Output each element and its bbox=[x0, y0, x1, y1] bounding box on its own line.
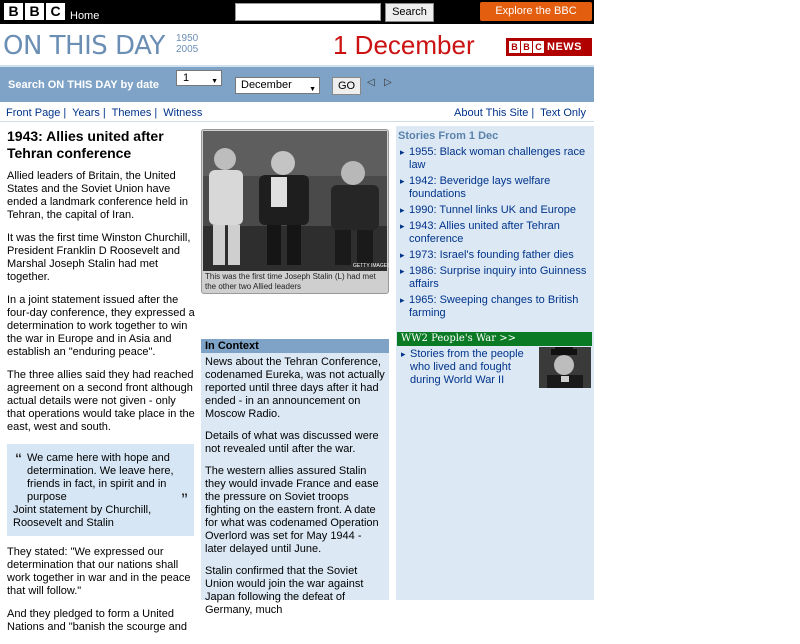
bbc-news-logo-letter: C bbox=[533, 41, 544, 53]
story-link[interactable]: ▸ 1965: Sweeping changes to British farming bbox=[396, 294, 594, 320]
explore-the-bbc-button[interactable]: Explore the BBC bbox=[480, 2, 592, 21]
article-headline: 1943: Allies united after Tehran conference bbox=[7, 128, 164, 161]
close-quote-icon: ” bbox=[181, 490, 188, 506]
article-paragraph: They stated: "We expressed our determination that our nations shall work together in war and in the peace that will follow." bbox=[7, 546, 191, 597]
in-context-body bbox=[201, 353, 389, 617]
story-link[interactable]: ▸ 1990: Tunnel links UK and Europe bbox=[396, 204, 594, 217]
bbc-logo-letter: B bbox=[25, 3, 44, 20]
photo-caption: This was the first time Joseph Stalin (L) had met the other two Allied leaders bbox=[205, 272, 376, 291]
nav-right: About This Site | Text Only bbox=[454, 107, 586, 119]
in-context-box bbox=[201, 339, 389, 616]
years-start: 1950 bbox=[176, 33, 199, 44]
churchill-thumbnail[interactable] bbox=[539, 347, 591, 388]
nav-about-this-site[interactable]: About This Site bbox=[454, 107, 529, 119]
on-this-day-years bbox=[176, 33, 198, 55]
article-paragraph: And they pledged to form a United Nations and "banish the scourge and bbox=[7, 608, 188, 633]
bbc-news-logo-word: NEWS bbox=[547, 41, 582, 53]
nav-row bbox=[0, 102, 594, 122]
article-paragraph: The three allies said they had reached agreement on a second front although actual details were not given - only that operations would take place in the east, west and south. bbox=[7, 369, 195, 433]
page-date-title: 1 December bbox=[333, 30, 475, 60]
ww2-link[interactable]: ▸ Stories from the people who lived and fought during World War II bbox=[401, 348, 537, 387]
ww2-promo bbox=[397, 332, 592, 388]
bbc-news-logo-letter: B bbox=[509, 41, 520, 53]
pull-quote-text: We came here with hope and determination. We leave here, friends in fact, in spirit and in purpose bbox=[27, 452, 174, 503]
ww2-heading-link[interactable]: WW2 People's War >> bbox=[397, 332, 592, 346]
bbc-logo[interactable] bbox=[4, 3, 65, 20]
go-button[interactable]: GO bbox=[332, 77, 361, 95]
bbc-logo-letter: B bbox=[4, 3, 23, 20]
home-link[interactable]: Home bbox=[70, 10, 100, 22]
story-link[interactable]: ▸ 1942: Beveridge lays welfare foundations bbox=[396, 175, 594, 201]
chevron-down-icon: ▼ bbox=[211, 78, 218, 85]
next-day-icon[interactable]: ▷ bbox=[384, 77, 392, 88]
month-select[interactable] bbox=[235, 77, 320, 94]
photo-watermark: GETTY IMAGES bbox=[353, 263, 391, 269]
date-search-label: Search ON THIS DAY by date bbox=[8, 79, 159, 91]
nav-years[interactable]: Years bbox=[72, 107, 100, 119]
story-link[interactable]: ▸ 1973: Israel's founding father dies bbox=[396, 249, 594, 262]
month-select-value: December bbox=[241, 79, 292, 91]
article bbox=[7, 128, 195, 644]
bbc-news-logo[interactable] bbox=[506, 38, 592, 56]
nav-left: Front Page | Years | Themes | Witness bbox=[6, 107, 203, 119]
years-end: 2005 bbox=[176, 44, 199, 55]
top-bar bbox=[0, 0, 594, 24]
search-input[interactable] bbox=[235, 3, 381, 21]
in-context-heading: In Context bbox=[201, 339, 389, 353]
stories-title: Stories From 1 Dec bbox=[398, 130, 499, 142]
context-paragraph: Stalin confirmed that the Soviet Union would join the war against Japan following the defeat of Germany, much bbox=[205, 565, 364, 616]
context-paragraph: News about the Tehran Conference, codenamed Eureka, was not actually reported until three days after it had ended - in an announcement on Moscow Radio. bbox=[205, 356, 385, 420]
day-select-value: 1 bbox=[183, 72, 190, 84]
on-this-day-title[interactable]: ON THIS DAY bbox=[3, 31, 165, 61]
tehran-conference-photo bbox=[203, 131, 391, 271]
page-margin bbox=[594, 0, 800, 600]
nav-witness[interactable]: Witness bbox=[163, 107, 203, 119]
nav-themes[interactable]: Themes bbox=[111, 107, 152, 119]
stories-list bbox=[396, 142, 594, 320]
story-link[interactable]: ▸ 1943: Allies united after Tehran conference bbox=[396, 220, 594, 246]
article-paragraph: Allied leaders of Britain, the United States and the Soviet Union have ended a landmark conference held in Tehran, the capital of Iran. bbox=[7, 170, 189, 221]
bbc-logo-letter: C bbox=[46, 3, 65, 20]
open-quote-icon: “ bbox=[15, 450, 22, 466]
story-link[interactable]: ▸ 1986: Surprise inquiry into Guinness affairs bbox=[396, 265, 594, 291]
nav-front-page[interactable]: Front Page bbox=[6, 107, 61, 119]
context-paragraph: Details of what was discussed were not revealed until after the war. bbox=[205, 430, 379, 455]
article-paragraph: It was the first time Winston Churchill, President Franklin D Roosevelt and Marshal Joseph Stalin had met together. bbox=[7, 232, 191, 283]
bbc-news-logo-letter: B bbox=[521, 41, 532, 53]
context-paragraph: The western allies assured Stalin they would invade France and ease the pressure on Soviet troops fighting on the eastern front. A date for what was codenamed Operation Overlord was set for May 1944 - later delayed until June. bbox=[205, 465, 379, 555]
nav-text-only[interactable]: Text Only bbox=[540, 107, 586, 119]
search-button[interactable]: Search bbox=[385, 3, 434, 22]
day-select[interactable] bbox=[176, 70, 222, 86]
pull-quote-source: Joint statement by Churchill, Roosevelt and Stalin bbox=[13, 504, 152, 529]
article-paragraph: In a joint statement issued after the four-day conference, they expressed a determination to work together to win the war in Europe and in Asia and establish an "enduring peace". bbox=[7, 294, 195, 358]
date-search-bar bbox=[0, 67, 594, 102]
article-photo-box bbox=[201, 129, 389, 294]
chevron-down-icon: ▼ bbox=[309, 86, 316, 93]
story-link[interactable]: ▸ 1955: Black woman challenges race law bbox=[396, 146, 594, 172]
previous-day-icon[interactable]: ◁ bbox=[367, 77, 375, 88]
pull-quote bbox=[7, 444, 194, 536]
